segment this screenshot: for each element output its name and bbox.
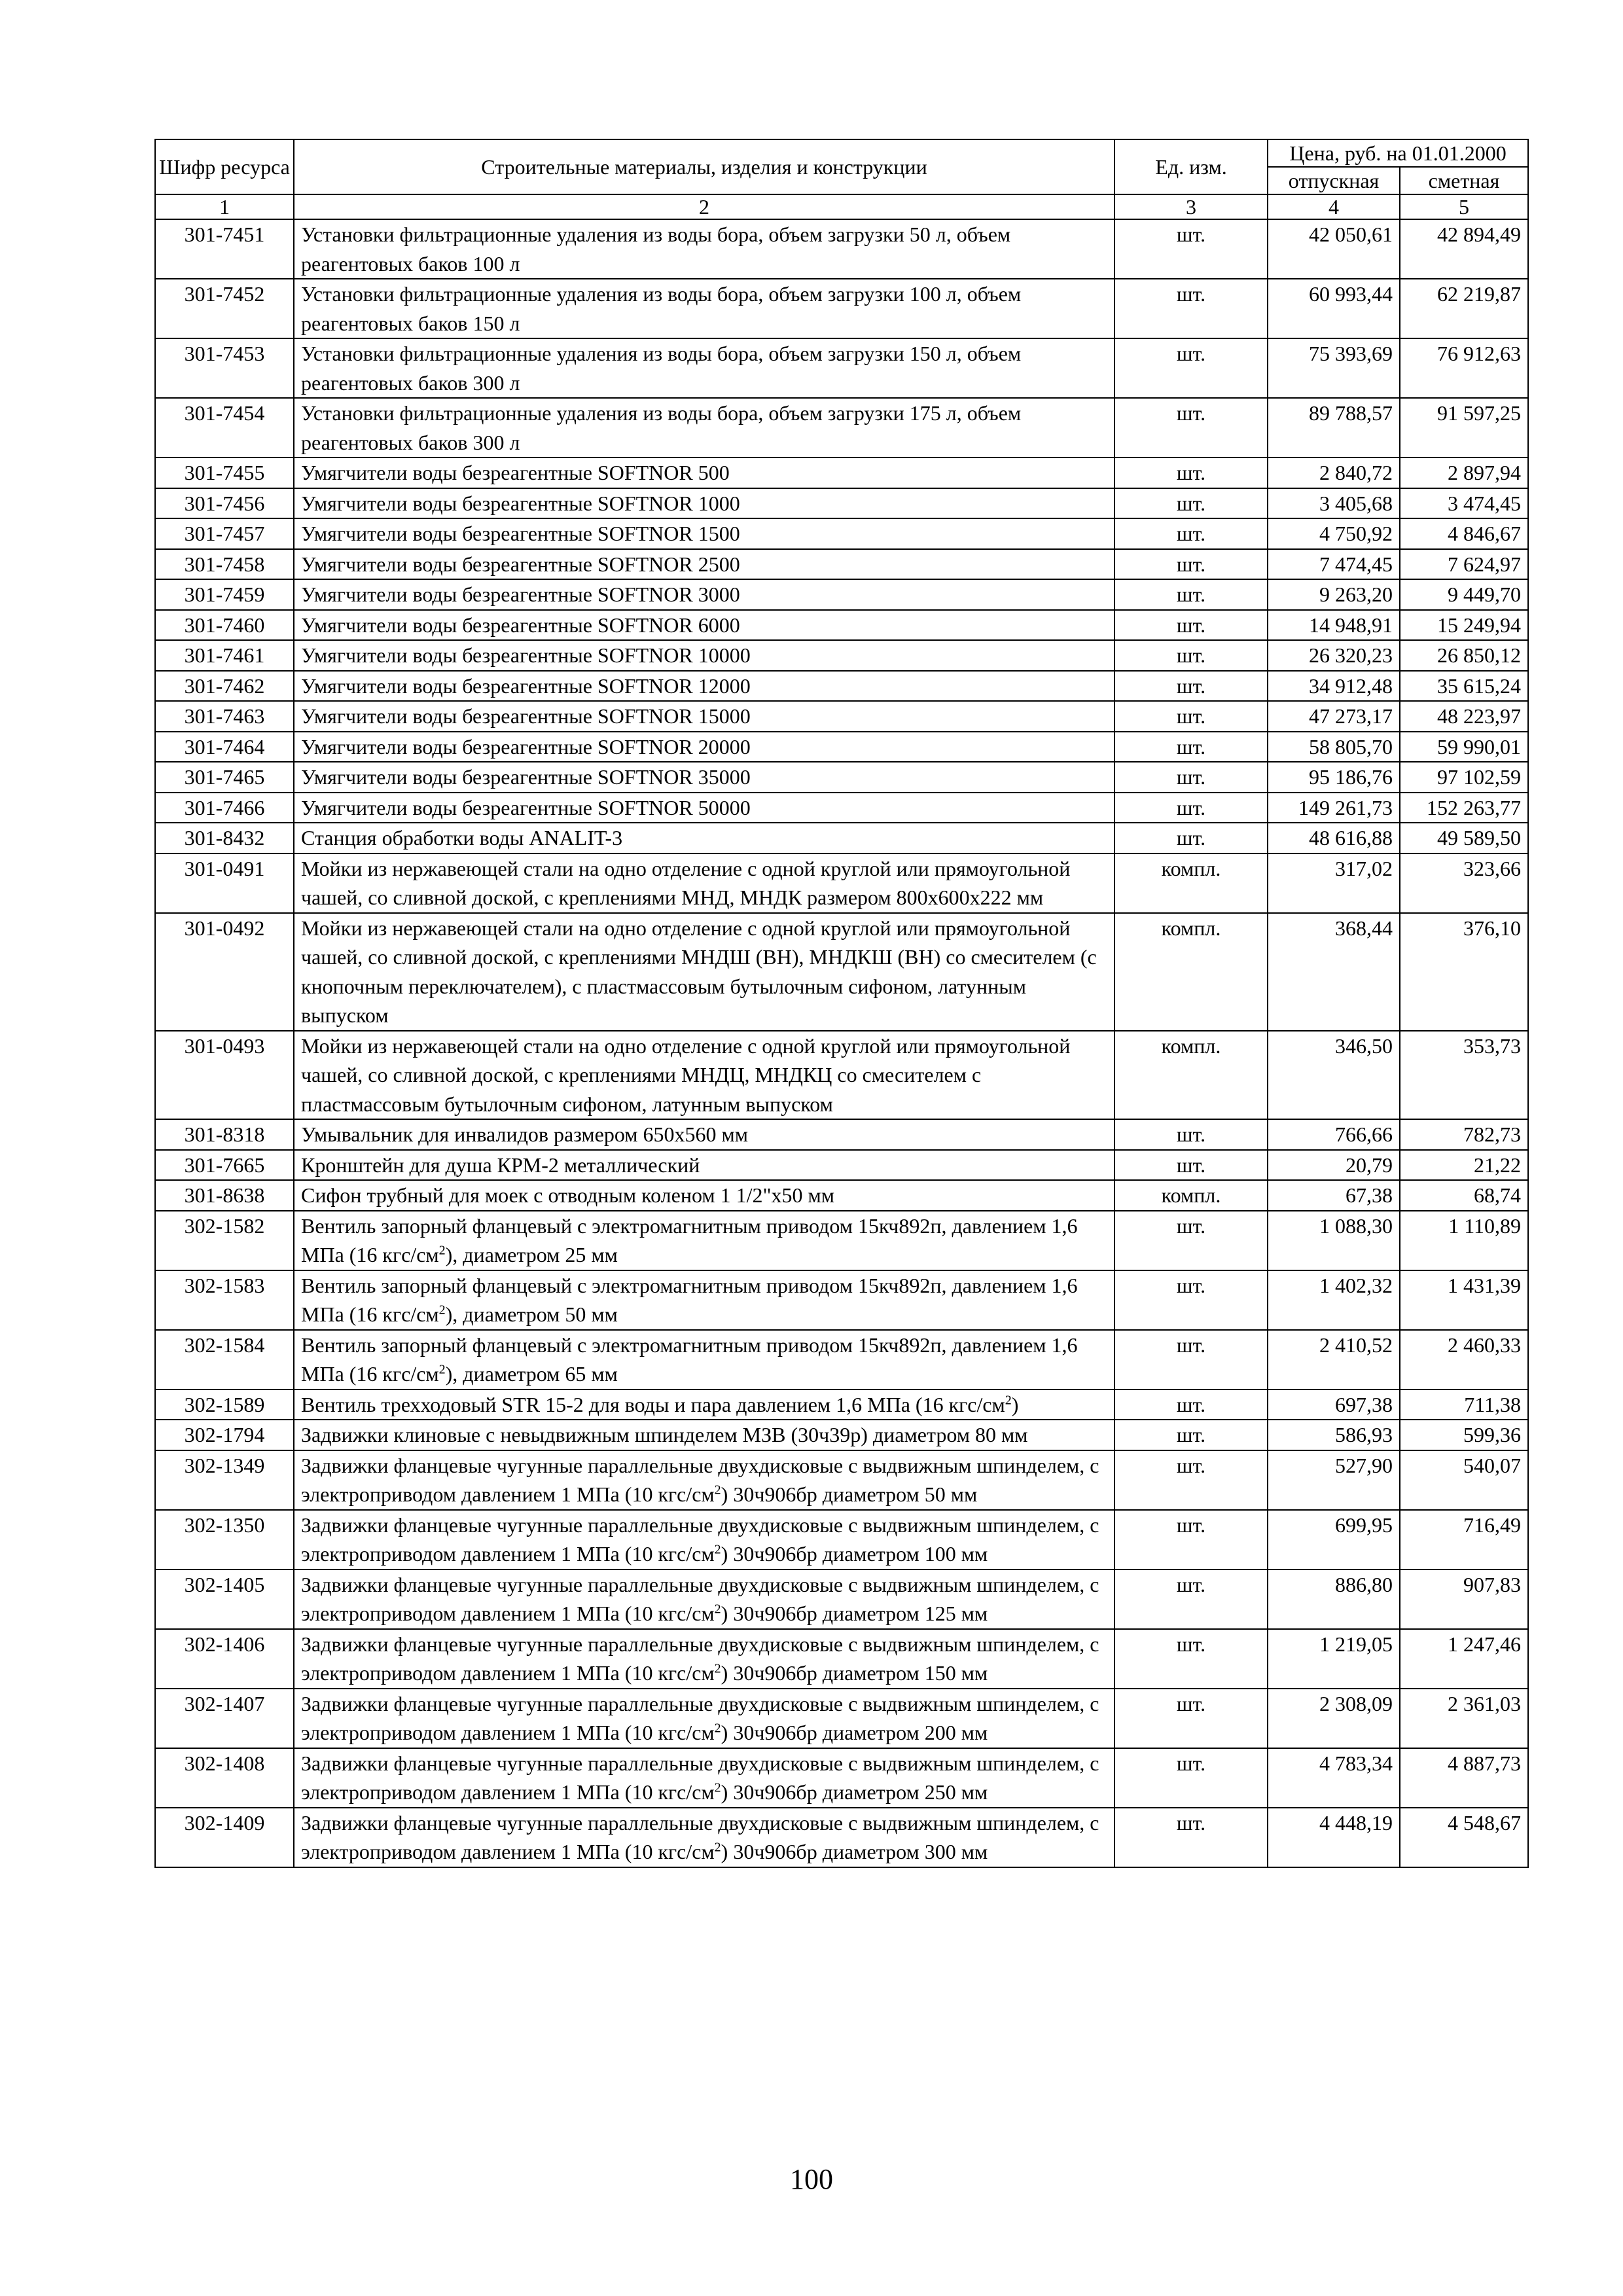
- cell-code: 302-1582: [155, 1211, 294, 1270]
- cell-code: 301-8638: [155, 1180, 294, 1211]
- cell-name: [294, 1510, 1115, 1570]
- cell-price-estimate: 4 548,67: [1400, 1808, 1528, 1867]
- cell-code: 302-1349: [155, 1450, 294, 1510]
- cell-price-release: 149 261,73: [1268, 793, 1400, 823]
- name-part: ) 30ч906бр диаметром 250 мм: [721, 1780, 988, 1804]
- cell-code: 301-7665: [155, 1150, 294, 1181]
- table-row: [155, 1211, 1528, 1270]
- table-row: [155, 640, 1528, 671]
- cell-unit: шт.: [1115, 398, 1268, 457]
- cell-unit: шт.: [1115, 549, 1268, 580]
- name-part: ) 30ч906бр диаметром 100 мм: [721, 1542, 988, 1566]
- cell-unit: шт.: [1115, 1570, 1268, 1629]
- name-part: Задвижки фланцевые чугунные параллельные двухдисковые с выдвижным шпинделем, с электроприводом давлением 1 МПа (10 кгс/см: [301, 1751, 1099, 1804]
- superscript: 2: [438, 1302, 446, 1318]
- table-row: [155, 671, 1528, 702]
- cell-price-release: 26 320,23: [1268, 640, 1400, 671]
- cell-name: Умягчители воды безреагентные SOFTNOR 50000: [294, 793, 1115, 823]
- name-part: ) 30ч906бр диаметром 200 мм: [721, 1721, 988, 1744]
- cell-code: 302-1794: [155, 1420, 294, 1450]
- cell-price-estimate: 1 431,39: [1400, 1270, 1528, 1330]
- cell-code: 301-7464: [155, 732, 294, 762]
- header-price-release: отпускная: [1268, 167, 1400, 194]
- table-row: [155, 1570, 1528, 1629]
- cell-code: 301-7463: [155, 701, 294, 732]
- cell-unit: шт.: [1115, 1748, 1268, 1808]
- cell-price-estimate: 15 249,94: [1400, 610, 1528, 641]
- cell-price-release: 67,38: [1268, 1180, 1400, 1211]
- cell-unit: шт.: [1115, 219, 1268, 279]
- cell-name: Задвижки клиновые с невыдвижным шпинделем МЗВ (30ч39р) диаметром 80 мм: [294, 1420, 1115, 1450]
- superscript: 2: [714, 1602, 721, 1617]
- cell-name: Сифон трубный для моек с отводным коленом 1 1/2"х50 мм: [294, 1180, 1115, 1211]
- cell-unit: шт.: [1115, 701, 1268, 732]
- cell-price-release: 886,80: [1268, 1570, 1400, 1629]
- cell-code: 302-1408: [155, 1748, 294, 1808]
- cell-price-release: 42 050,61: [1268, 219, 1400, 279]
- table-row: [155, 793, 1528, 823]
- cell-unit: шт.: [1115, 640, 1268, 671]
- cell-price-release: 48 616,88: [1268, 823, 1400, 853]
- table-row: [155, 1629, 1528, 1689]
- name-part: ) 30ч906бр диаметром 300 мм: [721, 1840, 988, 1863]
- table-row: [155, 338, 1528, 398]
- table-row: [155, 1150, 1528, 1181]
- table-row: [155, 1031, 1528, 1120]
- name-part: Задвижки фланцевые чугунные параллельные двухдисковые с выдвижным шпинделем, с электроприводом давлением 1 МПа (10 кгс/см: [301, 1453, 1099, 1506]
- cell-price-estimate: 21,22: [1400, 1150, 1528, 1181]
- cell-unit: шт.: [1115, 338, 1268, 398]
- cell-price-estimate: 1 247,46: [1400, 1629, 1528, 1689]
- cell-price-estimate: 152 263,77: [1400, 793, 1528, 823]
- cell-code: 302-1409: [155, 1808, 294, 1867]
- cell-price-release: 60 993,44: [1268, 279, 1400, 338]
- table-row: [155, 1180, 1528, 1211]
- column-number: 1: [155, 194, 294, 219]
- cell-code: 302-1406: [155, 1629, 294, 1689]
- cell-unit: шт.: [1115, 579, 1268, 610]
- name-part: Задвижки фланцевые чугунные параллельные двухдисковые с выдвижным шпинделем, с электроприводом давлением 1 МПа (10 кгс/см: [301, 1513, 1099, 1566]
- cell-code: 301-7452: [155, 279, 294, 338]
- name-part: ): [1011, 1392, 1019, 1416]
- cell-name: [294, 1270, 1115, 1330]
- cell-name: Умягчители воды безреагентные SOFTNOR 6000: [294, 610, 1115, 641]
- table-row: [155, 279, 1528, 338]
- table-row: [155, 549, 1528, 580]
- table-row: [155, 1748, 1528, 1808]
- cell-price-release: 317,02: [1268, 853, 1400, 913]
- cell-price-release: 47 273,17: [1268, 701, 1400, 732]
- cell-name: Умягчители воды безреагентные SOFTNOR 10000: [294, 640, 1115, 671]
- cell-code: 301-7456: [155, 488, 294, 519]
- cell-code: 302-1407: [155, 1689, 294, 1748]
- cell-price-estimate: 76 912,63: [1400, 338, 1528, 398]
- cell-unit: шт.: [1115, 1330, 1268, 1390]
- cell-price-release: 14 948,91: [1268, 610, 1400, 641]
- cell-code: 301-8318: [155, 1119, 294, 1150]
- superscript: 2: [714, 1482, 721, 1498]
- cell-price-estimate: 2 460,33: [1400, 1330, 1528, 1390]
- cell-price-release: 2 410,52: [1268, 1330, 1400, 1390]
- column-number: 2: [294, 194, 1115, 219]
- cell-unit: шт.: [1115, 732, 1268, 762]
- column-number: 3: [1115, 194, 1268, 219]
- cell-code: 301-7454: [155, 398, 294, 457]
- cell-price-release: 527,90: [1268, 1450, 1400, 1510]
- cell-name: Установки фильтрационные удаления из воды бора, объем загрузки 50 л, объем реагентовых баков 100 л: [294, 219, 1115, 279]
- cell-name: [294, 1450, 1115, 1510]
- cell-code: 302-1583: [155, 1270, 294, 1330]
- cell-name: Умягчители воды безреагентные SOFTNOR 1000: [294, 488, 1115, 519]
- name-part: Задвижки фланцевые чугунные параллельные двухдисковые с выдвижным шпинделем, с электроприводом давлением 1 МПа (10 кгс/см: [301, 1632, 1099, 1685]
- cell-price-release: 4 783,34: [1268, 1748, 1400, 1808]
- cell-name: [294, 1570, 1115, 1629]
- cell-price-release: 3 405,68: [1268, 488, 1400, 519]
- cell-name: Умягчители воды безреагентные SOFTNOR 20000: [294, 732, 1115, 762]
- cell-code: 301-7461: [155, 640, 294, 671]
- name-part: Вентиль трехходовый STR 15-2 для воды и пара давлением 1,6 МПа (16 кгс/см: [301, 1392, 1005, 1416]
- cell-unit: шт.: [1115, 1150, 1268, 1181]
- cell-price-release: 1 088,30: [1268, 1211, 1400, 1270]
- cell-price-estimate: 7 624,97: [1400, 549, 1528, 580]
- cell-price-release: 1 219,05: [1268, 1629, 1400, 1689]
- cell-price-estimate: 91 597,25: [1400, 398, 1528, 457]
- name-part: ), диаметром 50 мм: [445, 1302, 618, 1326]
- cell-code: 301-0491: [155, 853, 294, 913]
- cell-unit: шт.: [1115, 1629, 1268, 1689]
- cell-price-release: 766,66: [1268, 1119, 1400, 1150]
- cell-name: Умягчители воды безреагентные SOFTNOR 12000: [294, 671, 1115, 702]
- cell-price-release: 89 788,57: [1268, 398, 1400, 457]
- cell-price-estimate: 35 615,24: [1400, 671, 1528, 702]
- cell-unit: шт.: [1115, 823, 1268, 853]
- table-row: [155, 488, 1528, 519]
- cell-price-estimate: 376,10: [1400, 913, 1528, 1031]
- cell-price-release: 9 263,20: [1268, 579, 1400, 610]
- table-row: [155, 732, 1528, 762]
- cell-price-estimate: 4 887,73: [1400, 1748, 1528, 1808]
- name-part: ), диаметром 65 мм: [445, 1362, 618, 1386]
- superscript: 2: [714, 1780, 721, 1795]
- cell-price-release: 2 308,09: [1268, 1689, 1400, 1748]
- table-row: [155, 1689, 1528, 1748]
- cell-price-release: 586,93: [1268, 1420, 1400, 1450]
- cell-unit: шт.: [1115, 518, 1268, 549]
- cell-code: 301-7451: [155, 219, 294, 279]
- cell-name: [294, 1808, 1115, 1867]
- cell-name: Мойки из нержавеющей стали на одно отделение с одной круглой или прямоугольной чашей, со сливной доской, с креплениями МНД, МНДК размером 800х600х222 мм: [294, 853, 1115, 913]
- superscript: 2: [714, 1542, 721, 1557]
- superscript: 2: [1005, 1392, 1012, 1407]
- cell-unit: шт.: [1115, 1119, 1268, 1150]
- table-row: [155, 518, 1528, 549]
- cell-price-release: 697,38: [1268, 1390, 1400, 1420]
- cell-unit: шт.: [1115, 1510, 1268, 1570]
- cell-name: Умягчители воды безреагентные SOFTNOR 1500: [294, 518, 1115, 549]
- cell-price-estimate: 97 102,59: [1400, 762, 1528, 793]
- cell-price-estimate: 2 361,03: [1400, 1689, 1528, 1748]
- table-row: [155, 1390, 1528, 1420]
- table-row: [155, 219, 1528, 279]
- cell-name: [294, 1390, 1115, 1420]
- table-row: [155, 701, 1528, 732]
- table-row: [155, 1270, 1528, 1330]
- name-part: ) 30ч906бр диаметром 150 мм: [721, 1661, 988, 1685]
- cell-name: Установки фильтрационные удаления из воды бора, объем загрузки 175 л, объем реагентовых баков 300 л: [294, 398, 1115, 457]
- cell-price-estimate: 68,74: [1400, 1180, 1528, 1211]
- cell-price-estimate: 1 110,89: [1400, 1211, 1528, 1270]
- name-part: Вентиль запорный фланцевый с электромагнитным приводом 15кч892п, давлением 1,6 МПа (16 кгс/см: [301, 1273, 1078, 1326]
- cell-unit: компл.: [1115, 853, 1268, 913]
- table-row: [155, 853, 1528, 913]
- table-row: [155, 1330, 1528, 1390]
- cell-price-release: 4 448,19: [1268, 1808, 1400, 1867]
- header-unit: Ед. изм.: [1115, 139, 1268, 194]
- cell-price-estimate: 540,07: [1400, 1450, 1528, 1510]
- cell-price-estimate: 782,73: [1400, 1119, 1528, 1150]
- cell-code: 301-7458: [155, 549, 294, 580]
- name-part: Задвижки фланцевые чугунные параллельные двухдисковые с выдвижным шпинделем, с электроприводом давлением 1 МПа (10 кгс/см: [301, 1810, 1099, 1863]
- cell-unit: шт.: [1115, 457, 1268, 488]
- header-price-estimate: сметная: [1400, 167, 1528, 194]
- table-row: [155, 1808, 1528, 1867]
- table-row: [155, 579, 1528, 610]
- table-row: [155, 1420, 1528, 1450]
- cell-name: Умягчители воды безреагентные SOFTNOR 3000: [294, 579, 1115, 610]
- cell-code: 302-1350: [155, 1510, 294, 1570]
- cell-code: 301-8432: [155, 823, 294, 853]
- cell-unit: шт.: [1115, 1390, 1268, 1420]
- table-row: [155, 823, 1528, 853]
- cell-unit: шт.: [1115, 671, 1268, 702]
- cell-name: Станция обработки воды ANALIT-3: [294, 823, 1115, 853]
- cell-code: 302-1405: [155, 1570, 294, 1629]
- cell-price-estimate: 48 223,97: [1400, 701, 1528, 732]
- cell-price-estimate: 49 589,50: [1400, 823, 1528, 853]
- cell-price-release: 75 393,69: [1268, 338, 1400, 398]
- cell-price-release: 20,79: [1268, 1150, 1400, 1181]
- cell-price-estimate: 62 219,87: [1400, 279, 1528, 338]
- cell-unit: компл.: [1115, 1180, 1268, 1211]
- table-row: [155, 1119, 1528, 1150]
- table-row: [155, 1450, 1528, 1510]
- cell-code: 301-7459: [155, 579, 294, 610]
- cell-price-estimate: 716,49: [1400, 1510, 1528, 1570]
- cell-name: Мойки из нержавеющей стали на одно отделение с одной круглой или прямоугольной чашей, со сливной доской, с креплениями МНДШ (ВН), МНДКШ (ВН) со смесителем (с кнопочным переключателем), с пластмассовым бутылочным сифоном, латунным выпуском: [294, 913, 1115, 1031]
- header-code: Шифр ресурса: [155, 139, 294, 194]
- cell-price-release: 7 474,45: [1268, 549, 1400, 580]
- cell-price-estimate: 3 474,45: [1400, 488, 1528, 519]
- table-row: [155, 610, 1528, 641]
- cell-unit: шт.: [1115, 762, 1268, 793]
- superscript: 2: [714, 1661, 721, 1676]
- name-part: Вентиль запорный фланцевый с электромагнитным приводом 15кч892п, давлением 1,6 МПа (16 кгс/см: [301, 1213, 1078, 1266]
- cell-name: Умягчители воды безреагентные SOFTNOR 2500: [294, 549, 1115, 580]
- table-row: [155, 762, 1528, 793]
- cell-name: [294, 1689, 1115, 1748]
- cell-code: 301-7465: [155, 762, 294, 793]
- cell-name: Кронштейн для душа КРМ-2 металлический: [294, 1150, 1115, 1181]
- name-part: ) 30ч906бр диаметром 50 мм: [721, 1482, 978, 1506]
- cell-price-estimate: 4 846,67: [1400, 518, 1528, 549]
- superscript: 2: [714, 1840, 721, 1855]
- table-row: [155, 913, 1528, 1031]
- cell-name: Установки фильтрационные удаления из воды бора, объем загрузки 150 л, объем реагентовых баков 300 л: [294, 338, 1115, 398]
- name-part: Вентиль запорный фланцевый с электромагнитным приводом 15кч892п, давлением 1,6 МПа (16 кгс/см: [301, 1333, 1078, 1386]
- cell-price-release: 4 750,92: [1268, 518, 1400, 549]
- cell-price-estimate: 26 850,12: [1400, 640, 1528, 671]
- cell-price-release: 95 186,76: [1268, 762, 1400, 793]
- cell-price-estimate: 59 990,01: [1400, 732, 1528, 762]
- cell-unit: шт.: [1115, 1270, 1268, 1330]
- cell-name: [294, 1330, 1115, 1390]
- cell-price-estimate: 42 894,49: [1400, 219, 1528, 279]
- cell-price-estimate: 907,83: [1400, 1570, 1528, 1629]
- cell-code: 301-0492: [155, 913, 294, 1031]
- table-row: [155, 1510, 1528, 1570]
- cell-code: 301-7462: [155, 671, 294, 702]
- cell-name: [294, 1629, 1115, 1689]
- cell-unit: шт.: [1115, 1420, 1268, 1450]
- cell-price-release: 346,50: [1268, 1031, 1400, 1120]
- column-number: 5: [1400, 194, 1528, 219]
- table-row: [155, 398, 1528, 457]
- cell-unit: шт.: [1115, 610, 1268, 641]
- column-number: 4: [1268, 194, 1400, 219]
- cell-name: Умягчители воды безреагентные SOFTNOR 500: [294, 457, 1115, 488]
- cell-price-release: 58 805,70: [1268, 732, 1400, 762]
- cell-unit: шт.: [1115, 793, 1268, 823]
- cell-name: [294, 1748, 1115, 1808]
- cell-name: Умягчители воды безреагентные SOFTNOR 15000: [294, 701, 1115, 732]
- name-part: Задвижки фланцевые чугунные параллельные двухдисковые с выдвижным шпинделем, с электроприводом давлением 1 МПа (10 кгс/см: [301, 1572, 1099, 1625]
- cell-price-release: 699,95: [1268, 1510, 1400, 1570]
- table-header: [155, 139, 1528, 219]
- cell-price-estimate: 599,36: [1400, 1420, 1528, 1450]
- cell-price-estimate: 353,73: [1400, 1031, 1528, 1120]
- cell-code: 301-7453: [155, 338, 294, 398]
- cell-unit: компл.: [1115, 913, 1268, 1031]
- cell-price-release: 1 402,32: [1268, 1270, 1400, 1330]
- cell-unit: шт.: [1115, 1450, 1268, 1510]
- cell-name: Мойки из нержавеющей стали на одно отделение с одной круглой или прямоугольной чашей, со сливной доской, с креплениями МНДЦ, МНДКЦ со смесителем с пластмассовым бутылочным сифоном, латунным выпуском: [294, 1031, 1115, 1120]
- cell-name: Установки фильтрационные удаления из воды бора, объем загрузки 100 л, объем реагентовых баков 150 л: [294, 279, 1115, 338]
- header-name: Строительные материалы, изделия и конструкции: [294, 139, 1115, 194]
- name-part: ) 30ч906бр диаметром 125 мм: [721, 1602, 988, 1625]
- cell-price-release: 34 912,48: [1268, 671, 1400, 702]
- cell-unit: шт.: [1115, 1689, 1268, 1748]
- cell-price-release: 2 840,72: [1268, 457, 1400, 488]
- cell-code: 301-0493: [155, 1031, 294, 1120]
- cell-code: 301-7457: [155, 518, 294, 549]
- superscript: 2: [714, 1721, 721, 1736]
- cell-code: 302-1589: [155, 1390, 294, 1420]
- superscript: 2: [438, 1243, 446, 1258]
- name-part: ), диаметром 25 мм: [445, 1243, 618, 1266]
- cell-name: [294, 1211, 1115, 1270]
- table-row: [155, 457, 1528, 488]
- price-table: [154, 139, 1529, 1868]
- cell-name: Умывальник для инвалидов размером 650х560 мм: [294, 1119, 1115, 1150]
- cell-price-release: 368,44: [1268, 913, 1400, 1031]
- name-part: Задвижки фланцевые чугунные параллельные двухдисковые с выдвижным шпинделем, с электроприводом давлением 1 МПа (10 кгс/см: [301, 1691, 1099, 1744]
- cell-unit: шт.: [1115, 279, 1268, 338]
- superscript: 2: [438, 1362, 446, 1377]
- cell-price-estimate: 9 449,70: [1400, 579, 1528, 610]
- cell-unit: компл.: [1115, 1031, 1268, 1120]
- cell-unit: шт.: [1115, 1211, 1268, 1270]
- cell-price-estimate: 323,66: [1400, 853, 1528, 913]
- table-body: [155, 219, 1528, 1867]
- cell-price-estimate: 711,38: [1400, 1390, 1528, 1420]
- page-number: 100: [790, 2163, 833, 2195]
- cell-code: 301-7455: [155, 457, 294, 488]
- cell-price-estimate: 2 897,94: [1400, 457, 1528, 488]
- header-price-group: Цена, руб. на 01.01.2000: [1268, 139, 1528, 167]
- cell-unit: шт.: [1115, 488, 1268, 519]
- cell-code: 301-7460: [155, 610, 294, 641]
- cell-name: Умягчители воды безреагентные SOFTNOR 35000: [294, 762, 1115, 793]
- cell-code: 301-7466: [155, 793, 294, 823]
- cell-unit: шт.: [1115, 1808, 1268, 1867]
- cell-code: 302-1584: [155, 1330, 294, 1390]
